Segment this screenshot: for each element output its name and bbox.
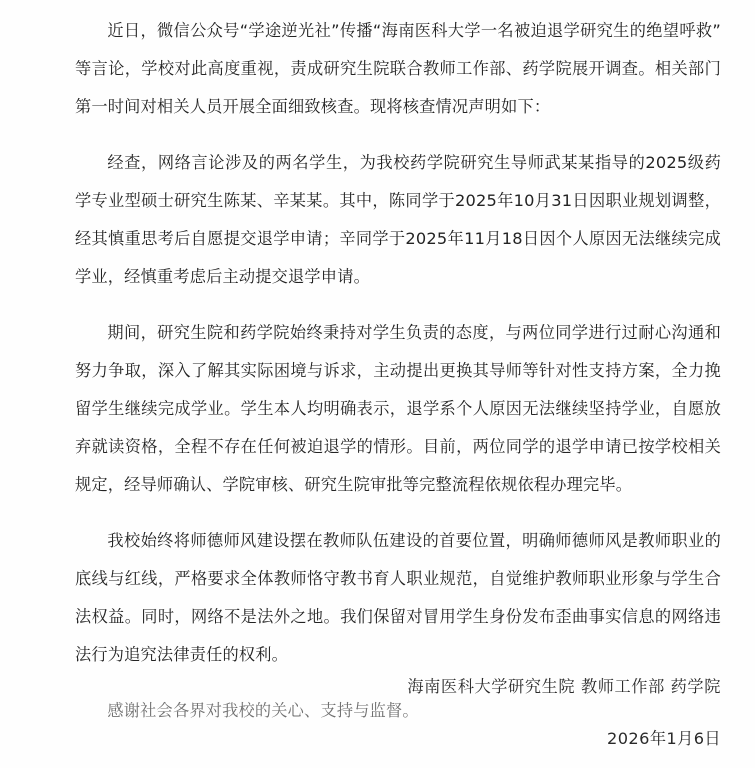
issuing-departments: 海南医科大学研究生院 教师工作部 药学院 xyxy=(407,677,721,696)
paragraph-3: 期间，研究生院和药学院始终秉持对学生负责的态度，与两位同学进行过耐心沟通和努力争取，深入了解其实际困境与诉求，主动提出更换其导师等针对性支持方案，全力挽留学生继续完成学业。学生本人均明确表示，退学系个人原因无法继续坚持学业，自愿放弃就读资格，全程不存在任何被迫退学的情形。目前，两位同学的退学申请已按学校相关规定，经导师确认、学院审核、研究生院审批等完整流程依规依程办理完毕。 xyxy=(75,323,721,494)
signature-block xyxy=(75,672,721,702)
paragraph-5-closing: 感谢社会各界对我校的关心、支持与监督。 xyxy=(107,701,419,720)
paragraph-1: 近日，微信公众号“学途逆光社”传播“海南医科大学一名被迫退学研究生的绝望呼救”等言论，学校对此高度重视，责成研究生院联合教师工作部、药学院展开调查。相关部门第一时间对相关人员开展全面细致核查。现将核查情况声明如下： xyxy=(75,21,721,116)
paragraph-4: 我校始终将师德师风建设摆在教师队伍建设的首要位置，明确师德师风是教师职业的底线与红线，严格要求全体教师恪守教书育人职业规范，自觉维护教师职业形象与学生合法权益。同时，网络不是法外之地。我们保留对冒用学生身份发布歪曲事实信息的网络违法行为追究法律责任的权利。 xyxy=(75,531,721,664)
date-block xyxy=(75,726,721,752)
issue-date: 2026年1月6日 xyxy=(607,729,721,748)
document-body xyxy=(75,12,721,730)
paragraph-2: 经查，网络言论涉及的两名学生，为我校药学院研究生导师武某某指导的2025级药学专业型硕士研究生陈某、辛某某。其中，陈同学于2025年10月31日因职业规划调整，经其慎重思考后自愿提交退学申请；辛同学于2025年11月18日因个人原因无法继续完成学业，经慎重考虑后主动提交退学申请。 xyxy=(75,153,721,286)
